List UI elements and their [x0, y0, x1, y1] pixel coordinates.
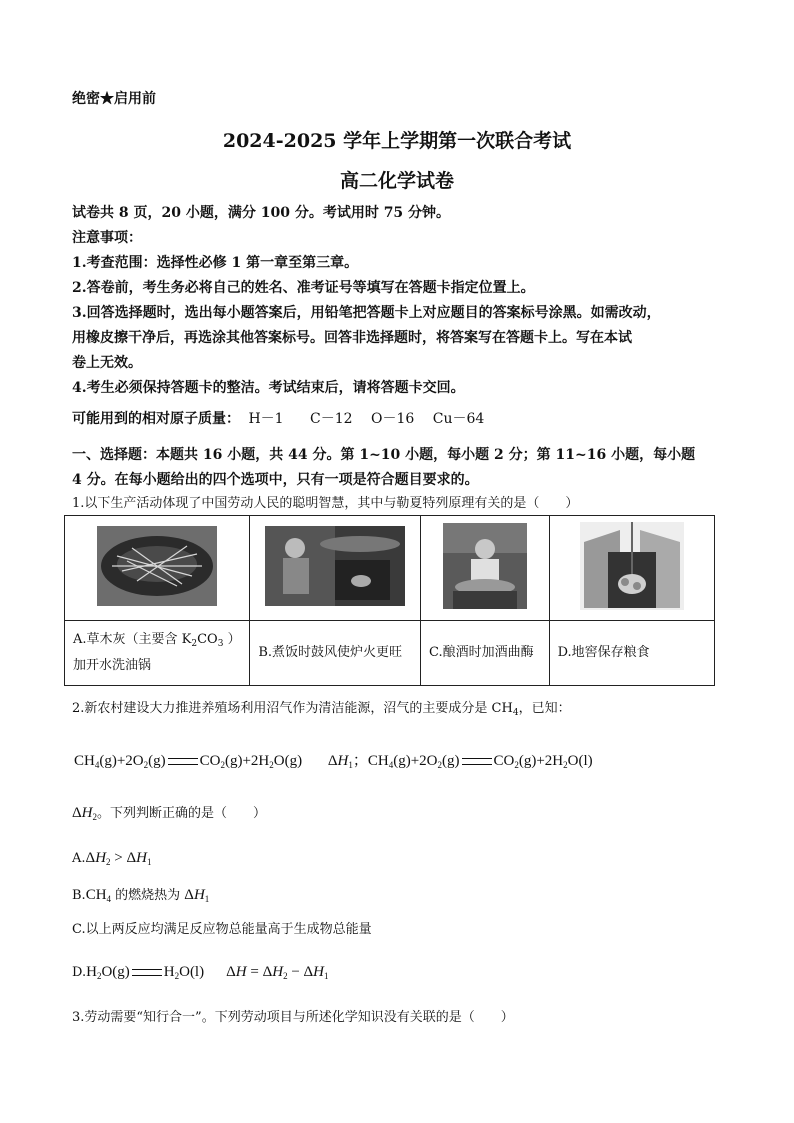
option-b-label: B.煮饭时鼓风使炉火更旺 [250, 621, 421, 686]
atomic-mass: Cu－64 [432, 411, 485, 427]
grain-cellar-image [580, 522, 684, 610]
notice-item: 3.回答选择题时，选出每小题答案后，用铅笔把答题卡上对应题目的答案标号涂黑。如需改动， [72, 305, 661, 321]
question-2-option-c: C.以上两反应均满足反应物总能量高于生成物总能量 [72, 922, 372, 937]
section-heading-cont: 4 分。在每小题给出的四个选项中，只有一项是符合题目要求的。 [72, 472, 479, 488]
straw-ash-wok-image [97, 526, 217, 606]
atomic-mass: C－12 [310, 411, 353, 427]
notice-item: 卷上无效。 [72, 355, 142, 371]
notice-title: 注意事项： [72, 230, 142, 246]
section-heading: 一、选择题：本题共 16 小题，共 44 分。第 1~10 小题，每小题 2 分；第 11~16 小题，每小题 [72, 447, 696, 463]
notice-item: 2.答卷前，考生务必将自己的姓名、准考证号等填写在答题卡指定位置上。 [72, 280, 535, 296]
option-c-label: C.酿酒时加酒曲酶 [421, 621, 550, 686]
question-2-option-b: $B.CH_4$ 的燃烧热为 $\Delta H_1$ [72, 887, 210, 904]
secret-mark: 绝密★启用前 [72, 91, 156, 107]
exam-title: 2024-2025 学年上学期第一次联合考试 [222, 130, 572, 152]
question-3-stem: 3.劳动需要“知行合一”。下列劳动项目与所述化学知识没有关联的是（ ） [72, 1010, 514, 1025]
question-2-stem: 2.新农村建设大力推进养殖场利用沼气作为清洁能源，沼气的主要成分是 $CH_4$，已知： [72, 701, 571, 718]
atomic-mass: H－1 [248, 411, 284, 427]
question-2-option-a: $A.\Delta H_2 > \Delta H_1$ [72, 850, 152, 867]
question-2-equations: $CH_4(g)+2O_2(g)$ $CO_2(g)+2H_2O(g)$ $\Delta H_1$；$CH_4(g)+2O_2(g)$ $CO_2(g)+2H_2O(l)$ [74, 753, 593, 770]
exam-subtitle: 高二化学试卷 [339, 170, 454, 192]
question-1-stem: 1.以下生产活动体现了中国劳动人民的聪明智慧，其中与勒夏特列原理有关的是（ ） [72, 496, 579, 511]
notice-item: 4.考生必须保持答题卡的整洁。考试结束后，请将答题卡交回。 [72, 380, 465, 396]
option-d-label: D.地窖保存粮食 [549, 621, 714, 686]
notice-item: 用橡皮擦干净后，再选涂其他答案标号。回答非选择题时，将答案写在答题卡上。写在本试 [72, 330, 632, 346]
atomic-masses [72, 408, 484, 430]
option-a-label: A.草木灰（主要含 $K_2CO_3$ ） 加开水洗油锅 [65, 621, 250, 686]
question-2-stem-cont: $\Delta H_2$。下列判断正确的是（ ） [72, 805, 267, 822]
option-b-image-cell [250, 516, 421, 621]
atomic-masses-label: 可能用到的相对原子质量： [72, 411, 240, 427]
option-d-image-cell [549, 516, 714, 621]
option-c-image-cell [421, 516, 550, 621]
question-1-options-table [64, 515, 715, 686]
brewing-image [443, 523, 527, 609]
option-a-image-cell [65, 516, 250, 621]
atomic-mass: O－16 [371, 411, 415, 427]
question-2-option-d: $D.H_2O(g)$ $H_2O(l) \Delta H = \Delta H_2 - \Delta H_1$ [72, 964, 329, 981]
cooking-stove-image [265, 526, 405, 606]
notice-item: 1.考查范围：选择性必修 1 第一章至第三章。 [72, 255, 359, 271]
exam-summary: 试卷共 8 页，20 小题，满分 100 分。考试用时 75 分钟。 [72, 205, 451, 221]
